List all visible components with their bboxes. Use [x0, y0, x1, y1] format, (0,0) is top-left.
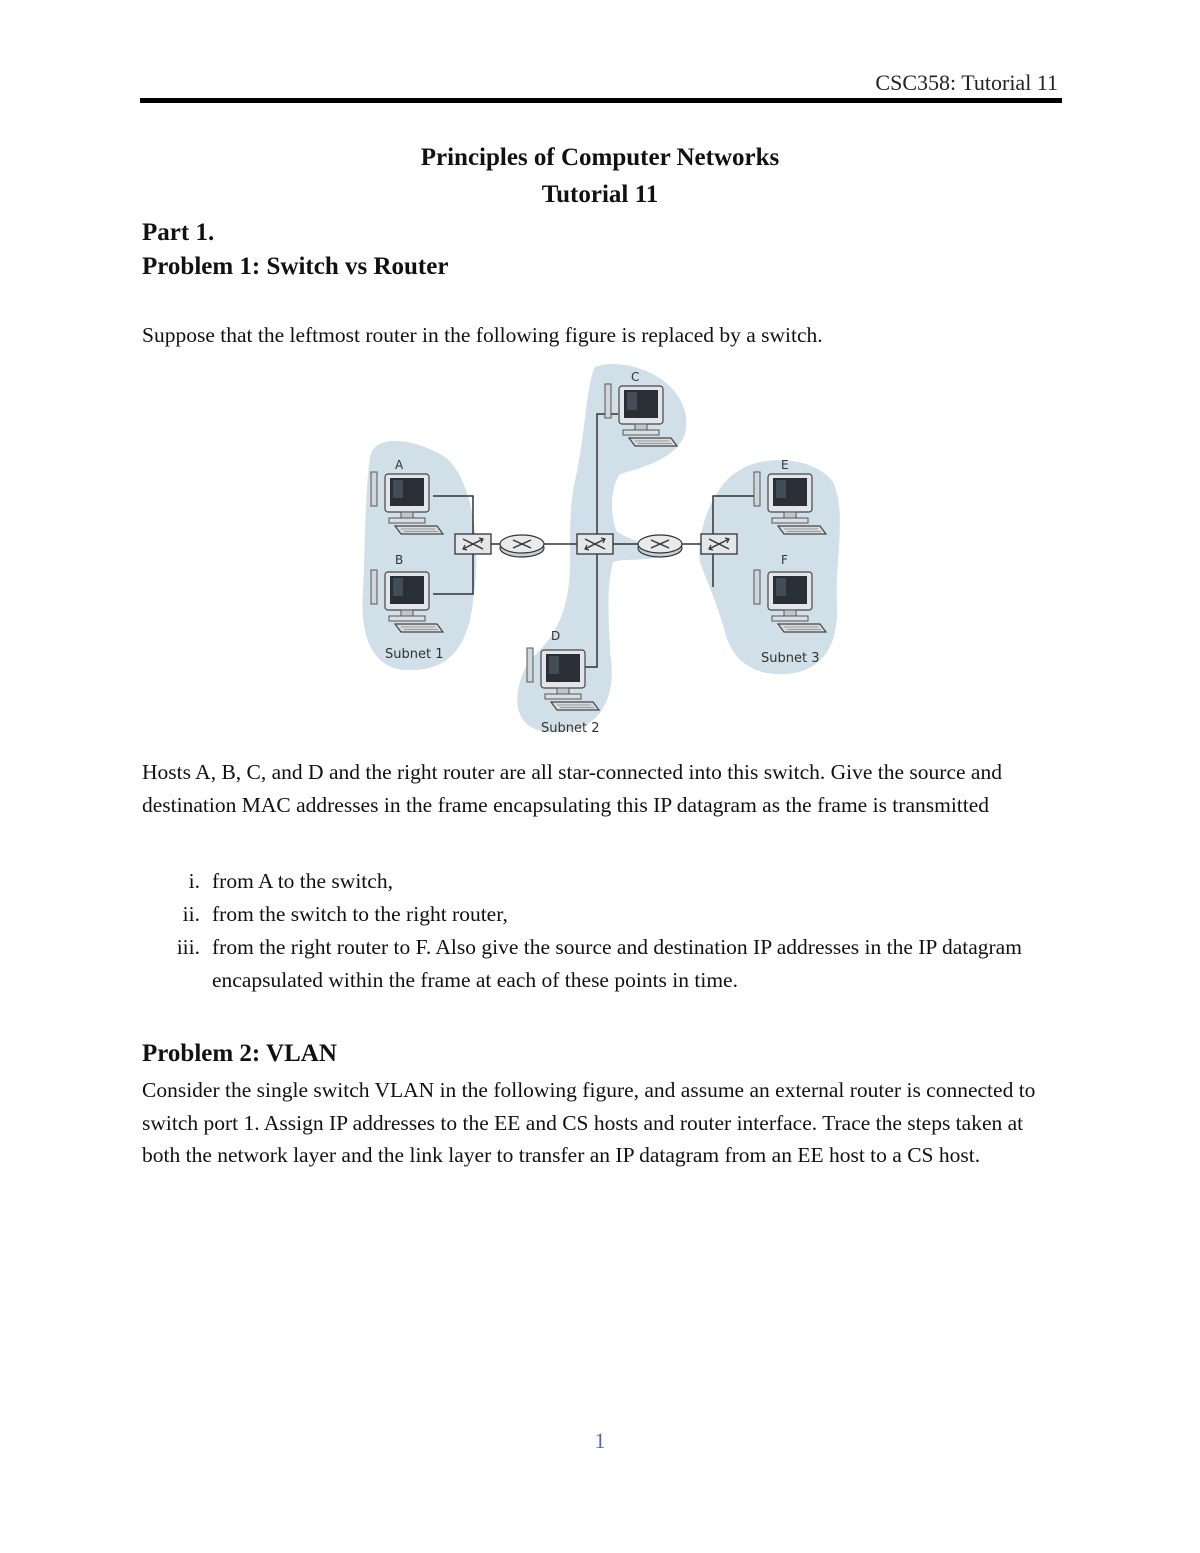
- router-right-icon: [638, 535, 682, 557]
- problem-1-heading: Problem 1: Switch vs Router: [142, 253, 449, 280]
- list-item-text: from the right router to F. Also give the source and destination IP addresses in the IP datagram encapsulated within the frame at each of these points in time.: [212, 935, 1022, 992]
- router-left-icon: [500, 535, 544, 557]
- list-item-number: ii.: [182, 902, 200, 926]
- host-f-label: F: [781, 553, 788, 567]
- problem-2-body: Consider the single switch VLAN in the following figure, and assume an external router is connected to switch port 1. Assign IP addresses to the EE and CS hosts and router interface. Trace the steps taken at both the network layer and the link layer to transfer an IP datagram from an EE host to a CS host.: [142, 1078, 1036, 1167]
- list-item-text: from the switch to the right router,: [212, 902, 508, 926]
- problem-2-heading: Problem 2: VLAN: [142, 1040, 337, 1067]
- switch-2-icon: [577, 534, 613, 554]
- part-heading: Part 1.: [142, 219, 215, 246]
- subnet-1-label: Subnet 1: [385, 647, 444, 662]
- subnet-3-label: Subnet 3: [761, 651, 820, 666]
- document-title: Principles of Computer Networks: [420, 144, 780, 171]
- switch-1-icon: [455, 534, 491, 554]
- host-d-label: D: [551, 629, 561, 643]
- network-figure: [355, 362, 845, 742]
- list-item-text: from A to the switch,: [212, 869, 393, 893]
- list-item-number: i.: [188, 869, 200, 893]
- problem-1-intro: Suppose that the leftmost router in the following figure is replaced by a switch.: [142, 323, 823, 347]
- host-a-label: A: [395, 458, 404, 472]
- page-number: 1: [594, 1428, 606, 1453]
- list-item-number: iii.: [176, 935, 200, 959]
- header-rule: [140, 98, 1062, 103]
- host-c-label: C: [631, 370, 640, 384]
- problem-1-body: Hosts A, B, C, and D and the right router are all star-connected into this switch. Give the source and destination MAC addresses in the frame encapsulating this IP datagram as the frame is transmitted: [142, 760, 1002, 817]
- host-e-label: E: [781, 458, 789, 472]
- switch-3-icon: [701, 534, 737, 554]
- subnet-2-label: Subnet 2: [541, 721, 600, 736]
- running-header: CSC358: Tutorial 11: [875, 70, 1058, 95]
- document-subtitle: Tutorial 11: [541, 181, 659, 208]
- host-b-label: B: [395, 553, 404, 567]
